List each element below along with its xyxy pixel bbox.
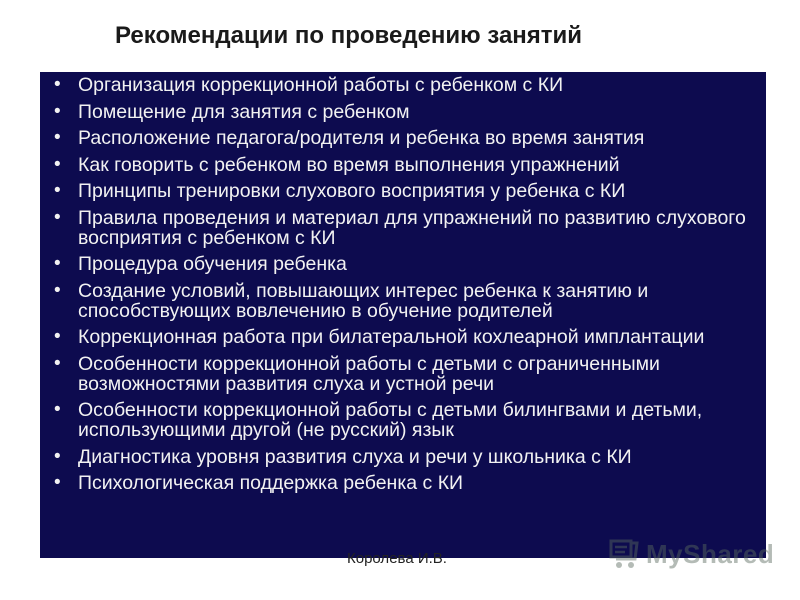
bullet-icon: • <box>54 153 61 175</box>
watermark-logo <box>608 534 774 574</box>
bullet-icon: • <box>54 472 61 493</box>
list-item <box>52 155 754 175</box>
watermark-text: MyShared <box>646 538 775 569</box>
list-item-text: Процедура обучения ребенка <box>78 253 347 275</box>
list-item <box>52 327 754 347</box>
list-item-text: Помещение для занятия с ребенком <box>78 100 410 123</box>
list-item-text: Расположение педагога/родителя и ребенка во время занятия <box>78 127 645 149</box>
author-footer: Королева И.В. <box>347 550 447 567</box>
bullet-icon: • <box>54 399 61 420</box>
list-item <box>52 400 754 440</box>
bullet-icon: • <box>54 253 61 274</box>
list-item <box>52 281 754 321</box>
cart-icon <box>608 537 642 571</box>
recommendation-list <box>52 75 754 493</box>
list-item-text: Коррекционная работа при билатеральной кохлеарной имплантации <box>78 326 705 348</box>
list-item-text: Правила проведения и материал для упражнений по развитию слухового восприятия с ребенком с КИ <box>78 206 746 249</box>
list-item <box>52 102 754 122</box>
bullet-icon: • <box>54 326 61 347</box>
list-item-text: Организация коррекционной работы с ребенком с КИ <box>78 74 564 96</box>
list-item <box>52 75 754 95</box>
bullet-icon: • <box>54 352 61 374</box>
bullet-icon: • <box>54 127 61 148</box>
content-box <box>40 72 766 558</box>
list-item-text: Психологическая поддержка ребенка с КИ <box>78 472 464 494</box>
list-item <box>52 208 754 248</box>
list-item-text: Особенности коррекционной работы с детьми с ограниченными возможностями развития слуха и устной речи <box>78 352 660 395</box>
bullet-icon: • <box>54 180 61 201</box>
list-item-text: Принципы тренировки слухового восприятия у ребенка с КИ <box>78 180 626 202</box>
list-item <box>52 181 754 201</box>
list-item <box>52 354 754 394</box>
list-item <box>52 447 754 467</box>
list-item-text: Диагностика уровня развития слуха и речи у школьника с КИ <box>78 445 632 468</box>
bullet-icon: • <box>54 100 61 122</box>
bullet-icon: • <box>54 74 61 95</box>
list-item <box>52 473 754 493</box>
bullet-icon: • <box>54 206 61 228</box>
bullet-icon: • <box>54 279 61 301</box>
bullet-icon: • <box>54 445 61 467</box>
list-item <box>52 128 754 148</box>
slide-title: Рекомендации по проведению занятий <box>115 22 583 49</box>
list-item-text: Создание условий, повышающих интерес ребенка к занятию и способствующих вовлечению в обучение родителей <box>78 279 649 322</box>
list-item-text: Как говорить с ребенком во время выполнения упражнений <box>78 153 620 176</box>
list-item-text: Особенности коррекционной работы с детьми билингвами и детьми, использующими другой (не русский) язык <box>78 399 703 441</box>
list-item <box>52 254 754 274</box>
